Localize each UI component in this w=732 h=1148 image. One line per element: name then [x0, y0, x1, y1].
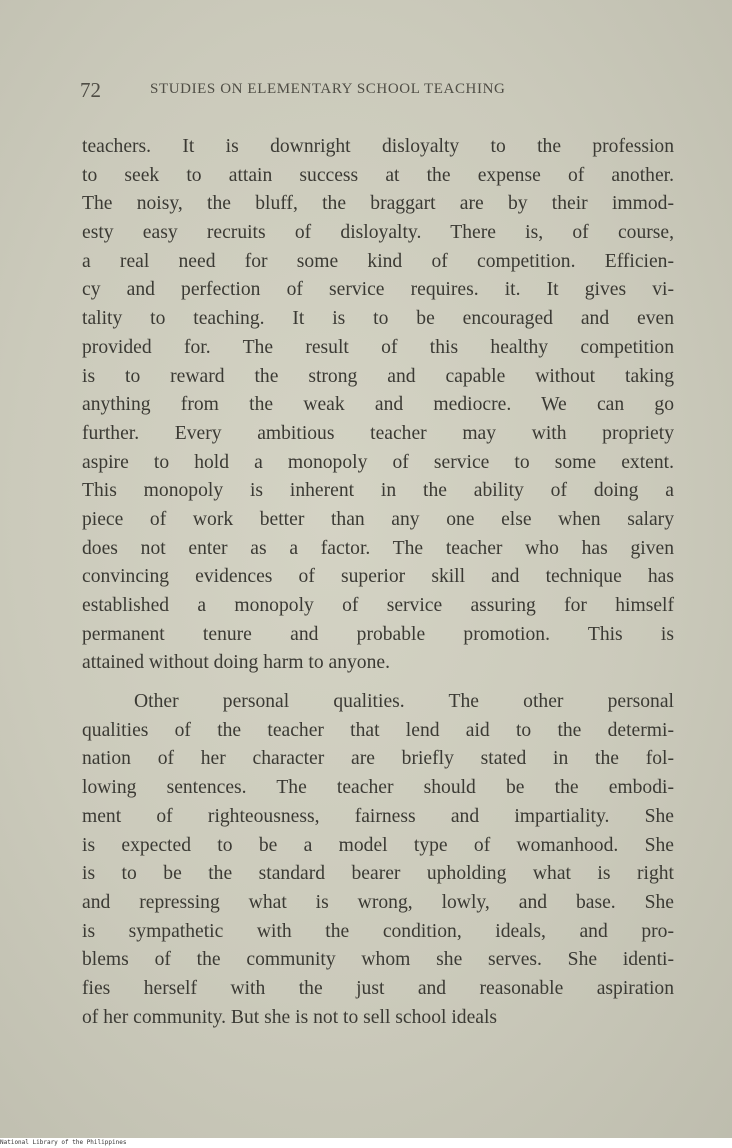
text-line: to seek to attain success at the expense of another. — [82, 164, 674, 186]
paragraph-gap — [82, 678, 674, 688]
text-line: provided for. The result of this healthy competition — [82, 336, 674, 358]
text-line: a real need for some kind of competition. Efficien- — [82, 250, 674, 272]
text-line: tality to teaching. It is to be encouraged and even — [82, 308, 674, 330]
text-line: established a monopoly of service assuring for himself — [82, 595, 674, 616]
text-line: aspire to hold a monopoly of service to some extent. — [82, 451, 674, 473]
page-header — [80, 78, 640, 104]
library-footer: National Library of the Philippines — [0, 1139, 127, 1146]
text-line: esty easy recruits of disloyalty. There is, of course, — [82, 222, 674, 244]
text-line: This monopoly is inherent in the ability of doing a — [82, 480, 674, 502]
text-line: further. Every ambitious teacher may with propriety — [82, 422, 674, 444]
text-line: of her community. But she is not to sell school ideals — [82, 1006, 498, 1028]
text-line: nation of her character are briefly stated in the fol- — [82, 748, 674, 770]
text-line: anything from the weak and mediocre. We can go — [82, 394, 674, 416]
text-line: convincing evidences of superior skill and technique has — [82, 566, 674, 588]
text-line: Other personal qualities. The other personal — [134, 691, 674, 713]
text-line: is sympathetic with the condition, ideals, and pro- — [82, 920, 674, 942]
text-line: teachers. It is downright disloyalty to the profession — [82, 136, 674, 157]
running-head: STUDIES ON ELEMENTARY SCHOOL TEACHING — [150, 81, 506, 97]
text-line: is to be the standard bearer upholding what is right — [82, 863, 674, 885]
text-line: ment of righteousness, fairness and impartiality. She — [82, 805, 674, 827]
text-line: The noisy, the bluff, the braggart are by their immod- — [82, 193, 674, 215]
paragraph — [82, 133, 674, 678]
text-line: does not enter as a factor. The teacher who has given — [82, 537, 674, 559]
text-line: qualities of the teacher that lend aid to the determi- — [82, 719, 674, 741]
page-number: 72 — [80, 78, 101, 102]
paragraph — [82, 688, 674, 1032]
text-line: is to reward the strong and capable without taking — [82, 365, 674, 387]
text-line: piece of work better than any one else when salary — [82, 508, 674, 530]
text-line: lowing sentences. The teacher should be the embodi- — [82, 777, 674, 799]
text-line: blems of the community whom she serves. She identi- — [82, 949, 674, 971]
text-line: attained without doing harm to anyone. — [82, 652, 390, 674]
text-line: cy and perfection of service requires. it. It gives vi- — [82, 279, 674, 301]
text-line: fies herself with the just and reasonable aspiration — [82, 977, 674, 999]
text-line: and repressing what is wrong, lowly, and base. She — [82, 891, 674, 913]
text-line: is expected to be a model type of womanhood. She — [82, 834, 674, 856]
body-text — [82, 133, 674, 1032]
text-line: permanent tenure and probable promotion. This is — [82, 623, 674, 645]
